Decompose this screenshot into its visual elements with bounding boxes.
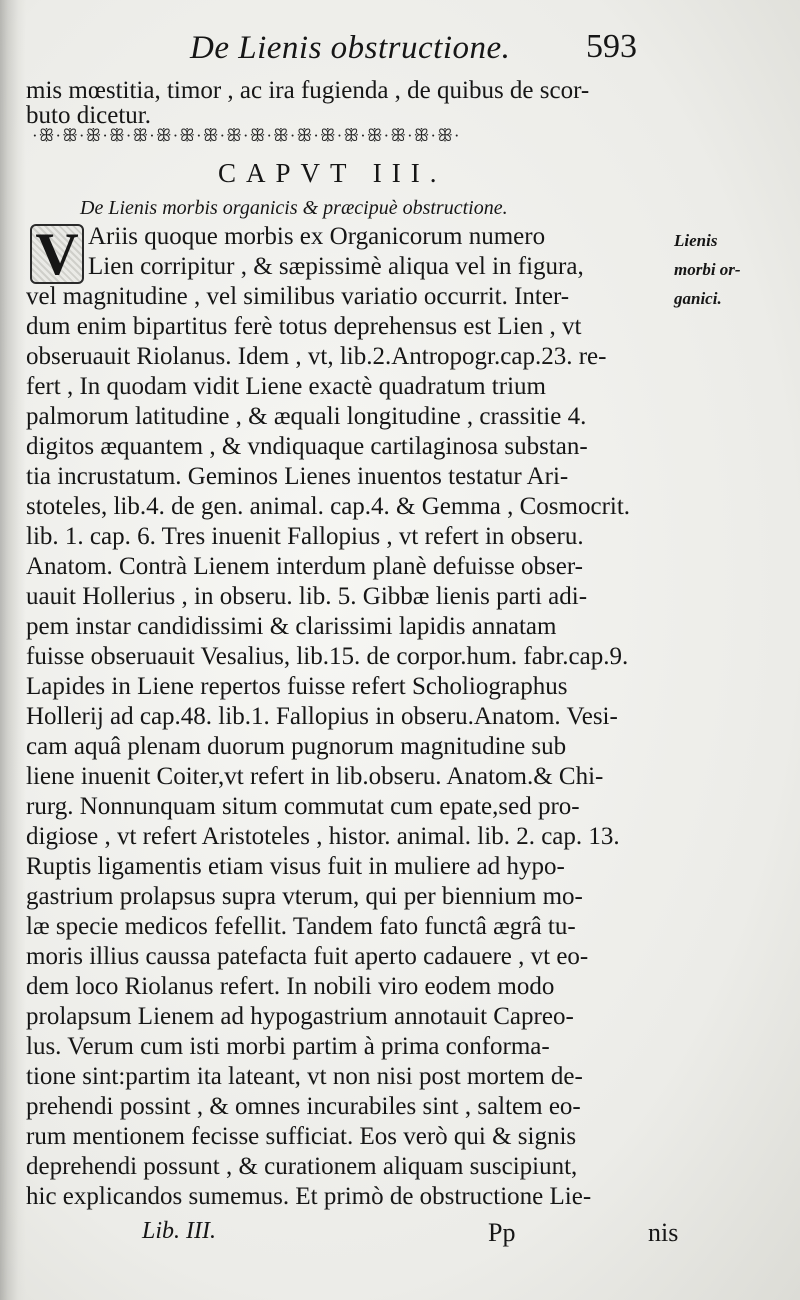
text-line: liene inuenit Coiter,vt refert in lib.obseru. Anatom.& Chi- (26, 763, 604, 790)
text-line: cam aquâ plenam duorum pugnorum magnitudine sub (26, 733, 567, 760)
margin-note-line: morbi or- (674, 260, 741, 279)
text-line: Lien corripitur , & sæpissimè aliqua vel in figura, (88, 253, 584, 280)
text-line: obseruauit Riolanus. Idem , vt, lib.2.Antropogr.cap.23. re- (26, 343, 607, 370)
page-number: 593 (586, 28, 637, 65)
margin-note (674, 226, 794, 313)
text-line: hic explicandos sumemus. Et primò de obstructione Lie- (26, 1183, 592, 1210)
text-line: uauit Hollerius , in obseru. lib. 5. Gibbæ lienis parti adi- (26, 583, 588, 610)
text-line: Hollerij ad cap.48. lib.1. Fallopius in obseru.Anatom. Vesi- (26, 703, 618, 730)
text-line: tia incrustatum. Geminos Lienes inuentos testatur Ari- (26, 463, 569, 490)
catchword: nis (648, 1218, 679, 1247)
text-line: lus. Verum cum isti morbi partim à prima conforma- (26, 1033, 550, 1060)
text-line: Ariis quoque morbis ex Organicorum numero (88, 223, 546, 250)
text-line: palmorum latitudine , & æquali longitudine , crassitie 4. (26, 403, 587, 430)
text-line: lib. 1. cap. 6. Tres inuenit Fallopius , vt refert in obseru. (26, 523, 584, 550)
text-line: læ specie medicos fefellit. Tandem fato functâ ægrâ tu- (26, 913, 576, 940)
text-line: gastrium prolapsus supra vterum, qui per biennium mo- (26, 883, 583, 910)
page-footer (0, 1218, 800, 1258)
text-line: dum enim bipartitus ferè totus deprehensus est Lien , vt (26, 313, 582, 340)
text-line: fuisse obseruauit Vesalius, lib.15. de corpor.hum. fabr.cap.9. (26, 643, 629, 670)
text-line: Anatom. Contrà Lienem interdum planè defuisse obser- (26, 553, 583, 580)
margin-note-line: Lienis (674, 231, 718, 250)
text-line: digiose , vt refert Aristoteles , histor. animal. lib. 2. cap. 13. (26, 823, 620, 850)
margin-note-line: ganici. (674, 289, 722, 308)
text-line: tione sint:partim ita lateant, vt non nisi post mortem de- (26, 1063, 583, 1090)
chapter-subtitle: De Lienis morbis organicis & præcipuè obstructione. (80, 197, 508, 219)
text-line: Ruptis ligamentis etiam visus fuit in muliere ad hypo- (26, 853, 565, 880)
text-line: deprehendi possunt , & curationem aliquam suscipiunt, (26, 1153, 578, 1180)
page-gutter-shadow (0, 0, 26, 1300)
text-line: stoteles, lib.4. de gen. animal. cap.4. & Gemma , Cosmocrit. (26, 493, 631, 520)
text-line: vel magnitudine , vel similibus variatio occurrit. Inter- (26, 283, 570, 310)
text-line: digitos æquantem , & vndiquaque cartilaginosa substan- (26, 433, 588, 460)
text-line: moris illius caussa patefacta fuit aperto cadauere , vt eo- (26, 943, 589, 970)
ornament-divider: ·ꕥ·ꕥ·ꕥ·ꕥ·ꕥ·ꕥ·ꕥ·ꕥ·ꕥ·ꕥ·ꕥ·ꕥ·ꕥ·ꕥ·ꕥ·ꕥ·ꕥ·ꕥ· (32, 126, 461, 145)
running-header (0, 22, 800, 82)
decorated-initial: V (30, 224, 84, 284)
text-line: prehendi possint , & omnes incurabiles sint , saltem eo- (26, 1093, 581, 1120)
text-line: mis mœstitia, timor , ac ira fugienda , de quibus de scor- (26, 77, 590, 104)
signature-mark: Pp (488, 1218, 516, 1247)
chapter-heading: CAPVT III. (218, 158, 447, 188)
text-line: Lapides in Liene repertos fuisse refert Scholiographus (26, 673, 568, 700)
running-title: De Lienis obstructione. (190, 30, 511, 66)
text-line: rurg. Nonnunquam situm commutat cum epate,sed pro- (26, 793, 580, 820)
text-line: rum mentionem fecisse sufficiat. Eos verò qui & signis (26, 1123, 577, 1150)
text-line: prolapsum Lienem ad hypogastrium annotauit Capreo- (26, 1003, 574, 1030)
text-line: buto dicetur. (26, 102, 151, 129)
book-marker: Lib. III. (142, 1218, 216, 1244)
text-line: pem instar candidissimi & clarissimi lapidis annatam (26, 613, 557, 640)
text-line: dem loco Riolanus refert. In nobili viro eodem modo (26, 973, 555, 1000)
text-line: fert , In quodam vidit Liene exactè quadratum trium (26, 373, 546, 400)
